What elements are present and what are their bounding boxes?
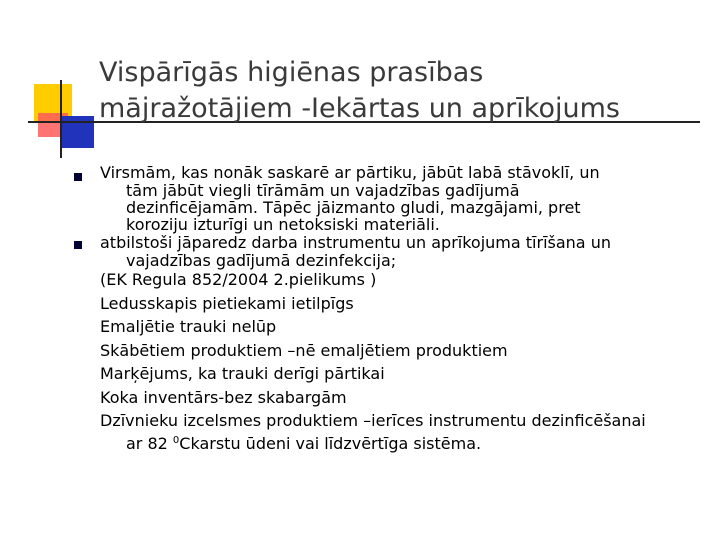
- bullet-line: vajadzības gadījumā dezinfekcija;: [126, 251, 397, 270]
- bullet-line: tām jābūt viegli tīrāmām un vajadzības gadījumā: [126, 181, 520, 200]
- bullet-square-icon: [74, 241, 82, 249]
- title-line-1: Vispārīgās higiēnas prasības: [99, 57, 484, 88]
- bullet-item: [74, 162, 700, 232]
- temperature-suffix: Ckarstu ūdeni vai līdzvērtīga sistēma.: [179, 434, 482, 453]
- slide-title: [99, 55, 699, 127]
- paragraph: (EK Regula 852/2004 2.pielikums ): [100, 270, 377, 289]
- last-line-2: [100, 431, 700, 454]
- paragraph: Emaljētie trauki nelūp: [100, 317, 277, 336]
- bullet-square-icon: [74, 173, 82, 181]
- bullet-line: Virsmām, kas nonāk saskarē ar pārtiku, jābūt labā stāvoklī, un: [100, 163, 600, 182]
- paragraph: Marķējums, ka trauki derīgi pārtikai: [100, 364, 385, 383]
- bullet-line: atbilstoši jāparedz darba instrumentu un aprīkojuma tīrīšana un: [100, 233, 611, 252]
- paragraph: Ledusskapis pietiekami ietilpīgs: [100, 293, 354, 313]
- title-line-2: mājražotājiem -Iekārtas un aprīkojums: [99, 93, 620, 124]
- bullet-line: dezinficējamām. Tāpēc jāizmanto gludi, mazgājami, pret: [126, 198, 581, 217]
- temperature-prefix: ar 82: [126, 434, 173, 453]
- decor-vertical-line: [60, 80, 62, 158]
- paragraph: Koka inventārs-bez skabargām: [100, 387, 347, 407]
- paragraph: Skābētiem produktiem –nē emaljētiem produktiem: [100, 340, 508, 360]
- bullet-item: [74, 232, 700, 268]
- slide-body: [100, 162, 700, 454]
- last-line-1: Dzīvnieku izcelsmes produktiem –ierīces instrumentu dezinficēšanai: [100, 411, 646, 430]
- bullet-line: koroziju izturīgi un netoksiski materiāli.: [126, 215, 440, 234]
- paragraph-last: [100, 409, 700, 454]
- degree-superscript: 0: [172, 435, 180, 446]
